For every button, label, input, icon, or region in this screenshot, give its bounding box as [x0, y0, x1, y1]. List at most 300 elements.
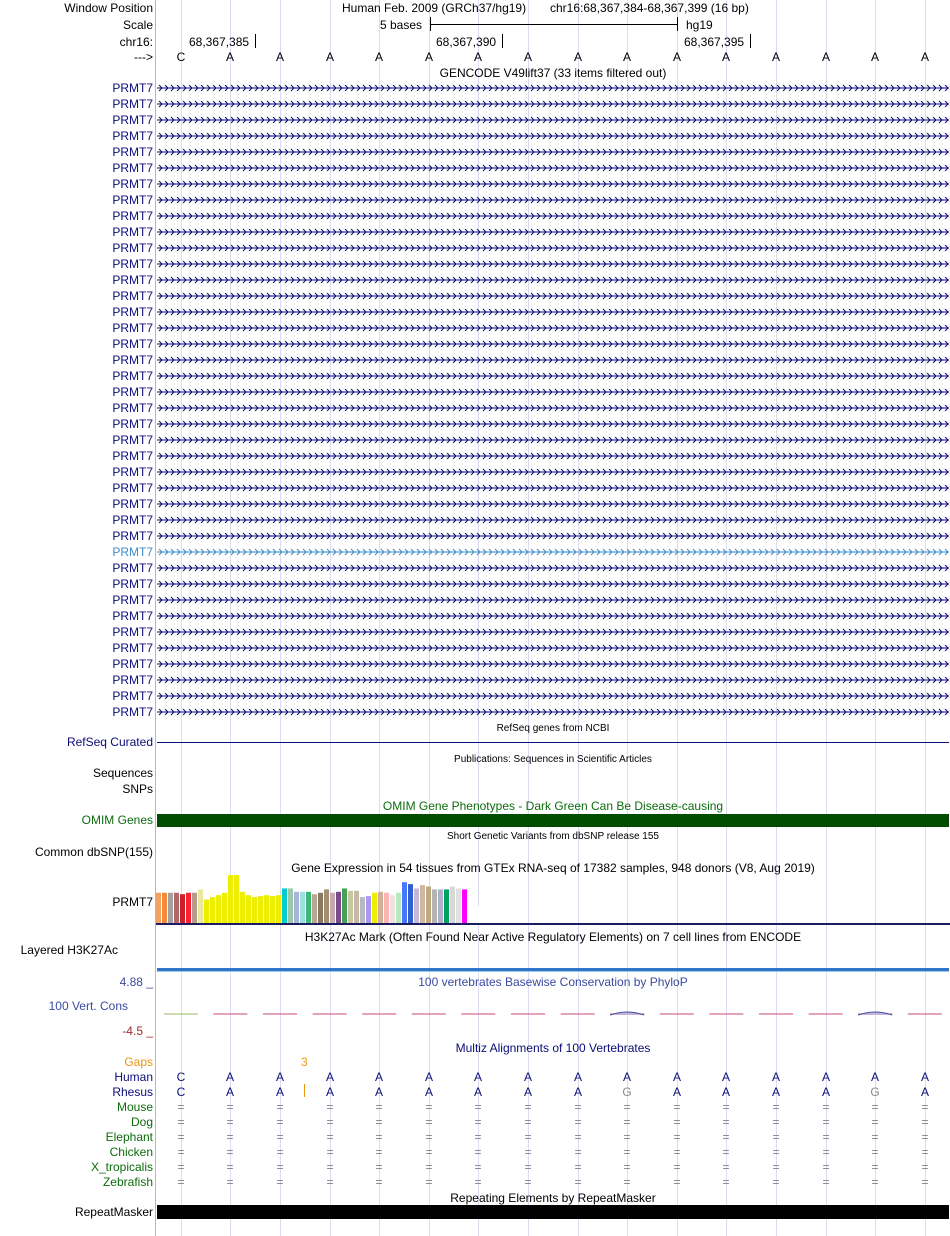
gtex-track-title: Gene Expression in 54 tissues from GTEx RNA-seq of 17382 samples, 948 donors (V8, Aug 2019): [291, 861, 815, 875]
gtex-tissue-bar[interactable]: [264, 895, 269, 923]
gencode-transcript-label[interactable]: PRMT7: [112, 593, 153, 607]
multiz-aligned-base: =: [772, 1100, 780, 1114]
dbsnp-track-label[interactable]: Common dbSNP(155): [34, 845, 153, 859]
multiz-aligned-base: =: [921, 1160, 929, 1174]
gencode-transcript-label[interactable]: PRMT7: [112, 97, 153, 111]
multiz-aligned-base: =: [623, 1100, 631, 1114]
refseq-gene-line[interactable]: [157, 742, 949, 743]
publications-track-title: Publications: Sequences in Scientific Articles: [454, 754, 652, 765]
reference-base: A: [622, 50, 631, 64]
multiz-aligned-base: =: [177, 1145, 185, 1159]
multiz-aligned-base: =: [921, 1100, 929, 1114]
gencode-transcript[interactable]: [157, 210, 949, 222]
multiz-aligned-base: =: [722, 1100, 730, 1114]
gencode-transcript-label[interactable]: PRMT7: [112, 561, 153, 575]
multiz-aligned-base: =: [375, 1175, 383, 1189]
multiz-aligned-base: =: [772, 1115, 780, 1129]
multiz-aligned-base: =: [425, 1100, 433, 1114]
gencode-transcript[interactable]: [157, 242, 949, 254]
gencode-transcript[interactable]: [157, 82, 949, 94]
gtex-tissue-bar[interactable]: [462, 889, 467, 923]
gtex-track-label[interactable]: PRMT7: [112, 895, 153, 909]
scale-bar-right-tick: [677, 17, 678, 31]
gencode-transcript-label[interactable]: PRMT7: [112, 465, 153, 479]
multiz-aligned-base: A: [771, 1085, 780, 1099]
multiz-gap-marker: [304, 1084, 305, 1097]
assembly-title: Human Feb. 2009 (GRCh37/hg19): [342, 1, 527, 15]
gencode-transcript-label[interactable]: PRMT7: [112, 289, 153, 303]
gencode-transcript[interactable]: [157, 258, 949, 270]
gencode-transcript-label[interactable]: PRMT7: [112, 705, 153, 719]
multiz-aligned-base: A: [721, 1070, 730, 1084]
publications-sequences-label[interactable]: Sequences: [92, 766, 153, 780]
gtex-tissue-bar[interactable]: [240, 892, 245, 923]
multiz-aligned-base: =: [276, 1115, 284, 1129]
multiz-aligned-base: A: [473, 1085, 482, 1099]
multiz-aligned-base: A: [920, 1085, 929, 1099]
gencode-transcript-label[interactable]: PRMT7: [112, 641, 153, 655]
multiz-aligned-base: =: [524, 1130, 532, 1144]
multiz-aligned-base: A: [622, 1070, 631, 1084]
refseq-track-label[interactable]: RefSeq Curated: [66, 735, 153, 749]
multiz-aligned-base: =: [772, 1175, 780, 1189]
gencode-transcript-label[interactable]: PRMT7: [112, 321, 153, 335]
phylop-peak-mark: [858, 1012, 892, 1015]
h3k27ac-track-title: H3K27Ac Mark (Often Found Near Active Regulatory Elements) on 7 cell lines from ENCODE: [304, 930, 802, 944]
gtex-tissue-bar[interactable]: [276, 895, 281, 923]
multiz-aligned-base: =: [623, 1130, 631, 1144]
multiz-aligned-base: =: [226, 1160, 234, 1174]
gtex-tissue-bar[interactable]: [306, 892, 311, 923]
multiz-aligned-base: =: [822, 1145, 830, 1159]
gencode-transcript[interactable]: [157, 562, 949, 574]
gtex-tissue-bar[interactable]: [396, 893, 401, 923]
multiz-species-label[interactable]: Elephant: [105, 1130, 153, 1144]
multiz-aligned-base: =: [326, 1100, 334, 1114]
gencode-transcript-label[interactable]: PRMT7: [112, 161, 153, 175]
gencode-transcript[interactable]: [157, 466, 949, 478]
omim-gene-bar[interactable]: [157, 814, 949, 827]
phylop-peak-mark: [610, 1012, 644, 1015]
gencode-transcript[interactable]: [157, 626, 949, 638]
multiz-aligned-base: =: [822, 1100, 830, 1114]
gtex-tissue-bar[interactable]: [270, 896, 275, 923]
multiz-aligned-base: =: [673, 1100, 681, 1114]
multiz-species-label[interactable]: Rhesus: [112, 1085, 153, 1099]
gtex-tissue-bar[interactable]: [282, 888, 287, 923]
repeatmasker-track-title: Repeating Elements by RepeatMasker: [450, 1191, 656, 1205]
multiz-gap-count: 3: [301, 1055, 308, 1069]
multiz-aligned-base: =: [524, 1115, 532, 1129]
gtex-tissue-bar[interactable]: [216, 895, 221, 923]
multiz-aligned-base: =: [871, 1100, 879, 1114]
gencode-transcript-label[interactable]: PRMT7: [112, 129, 153, 143]
multiz-aligned-base: =: [722, 1115, 730, 1129]
multiz-aligned-base: =: [921, 1115, 929, 1129]
ruler-tick-1: [255, 34, 256, 48]
gencode-transcript[interactable]: [157, 338, 949, 350]
gtex-tissue-bar[interactable]: [246, 895, 251, 923]
multiz-aligned-base: A: [424, 1085, 433, 1099]
gtex-tissue-bar[interactable]: [348, 891, 353, 923]
gencode-transcript-label[interactable]: PRMT7: [112, 577, 153, 591]
gencode-transcript[interactable]: [157, 514, 949, 526]
gencode-transcript-label[interactable]: PRMT7: [112, 193, 153, 207]
multiz-species-label[interactable]: Dog: [130, 1115, 153, 1129]
repeatmasker-element-bar[interactable]: [157, 1205, 949, 1219]
multiz-aligned-base: =: [921, 1175, 929, 1189]
multiz-species-label[interactable]: Chicken: [109, 1145, 153, 1159]
repeatmasker-track-label[interactable]: RepeatMasker: [74, 1205, 153, 1219]
multiz-aligned-base: A: [424, 1070, 433, 1084]
gencode-transcript-label[interactable]: PRMT7: [112, 273, 153, 287]
gtex-tissue-bar[interactable]: [426, 887, 431, 923]
multiz-aligned-base: =: [276, 1130, 284, 1144]
reference-base: A: [225, 50, 234, 64]
ruler-tick-2: [502, 34, 503, 48]
gencode-transcript-label[interactable]: PRMT7: [112, 513, 153, 527]
multiz-aligned-base: =: [722, 1130, 730, 1144]
gtex-tissue-bar[interactable]: [222, 893, 227, 923]
gencode-transcript[interactable]: [157, 178, 949, 190]
multiz-aligned-base: =: [574, 1175, 582, 1189]
gencode-transcript-label[interactable]: PRMT7: [112, 209, 153, 223]
multiz-aligned-base: =: [425, 1175, 433, 1189]
phylop-conservation-plot[interactable]: [156, 1000, 950, 1030]
multiz-species-label[interactable]: X_tropicalis: [90, 1160, 153, 1174]
multiz-aligned-base: =: [722, 1160, 730, 1174]
multiz-track-title: Multiz Alignments of 100 Vertebrates: [455, 1041, 651, 1055]
gencode-transcript[interactable]: [157, 610, 949, 622]
gtex-tissue-bar[interactable]: [174, 893, 179, 923]
gtex-tissue-bar[interactable]: [234, 875, 239, 923]
multiz-aligned-base: =: [574, 1160, 582, 1174]
multiz-aligned-base: =: [326, 1160, 334, 1174]
gencode-transcript-label[interactable]: PRMT7: [112, 113, 153, 127]
multiz-aligned-base: =: [226, 1175, 234, 1189]
gencode-transcript[interactable]: [157, 594, 949, 606]
multiz-aligned-base: =: [871, 1175, 879, 1189]
gencode-transcript-label[interactable]: PRMT7: [112, 145, 153, 159]
gencode-transcript-label[interactable]: PRMT7: [112, 673, 153, 687]
scale-bar-left-tick: [430, 17, 431, 31]
gencode-transcript-label[interactable]: PRMT7: [112, 385, 153, 399]
reference-base: A: [374, 50, 383, 64]
gtex-tissue-bar[interactable]: [444, 889, 449, 923]
reference-base: A: [870, 50, 879, 64]
gencode-transcript[interactable]: [157, 290, 949, 302]
multiz-aligned-base: A: [225, 1085, 234, 1099]
gtex-tissue-bar[interactable]: [210, 897, 215, 923]
gencode-transcript[interactable]: [157, 690, 949, 702]
gtex-tissue-bar[interactable]: [456, 888, 461, 923]
multiz-aligned-base: =: [425, 1160, 433, 1174]
multiz-aligned-base: =: [623, 1145, 631, 1159]
multiz-aligned-base: C: [176, 1085, 186, 1099]
gencode-transcript-label[interactable]: PRMT7: [112, 241, 153, 255]
multiz-aligned-base: =: [276, 1100, 284, 1114]
gencode-transcript[interactable]: [157, 386, 949, 398]
gencode-transcript[interactable]: [157, 274, 949, 286]
gtex-tissue-bar[interactable]: [372, 893, 377, 923]
gencode-transcript[interactable]: [157, 146, 949, 158]
multiz-aligned-base: =: [474, 1175, 482, 1189]
gencode-transcript[interactable]: [157, 354, 949, 366]
gencode-transcript[interactable]: [157, 306, 949, 318]
multiz-aligned-base: =: [921, 1145, 929, 1159]
gencode-transcript[interactable]: [157, 530, 949, 542]
multiz-aligned-base: A: [374, 1070, 383, 1084]
multiz-aligned-base: =: [822, 1175, 830, 1189]
multiz-aligned-base: =: [177, 1175, 185, 1189]
multiz-aligned-base: A: [870, 1070, 879, 1084]
reference-base: A: [721, 50, 730, 64]
multiz-aligned-base: =: [921, 1130, 929, 1144]
multiz-aligned-base: =: [673, 1145, 681, 1159]
gtex-tissue-bar[interactable]: [360, 897, 365, 923]
gtex-tissue-bar[interactable]: [168, 893, 173, 923]
gencode-transcript-label[interactable]: PRMT7: [112, 657, 153, 671]
multiz-aligned-base: =: [474, 1160, 482, 1174]
gtex-tissue-bar[interactable]: [354, 891, 359, 923]
multiz-aligned-base: =: [524, 1160, 532, 1174]
multiz-aligned-base: A: [325, 1085, 334, 1099]
gencode-transcript-label[interactable]: PRMT7: [112, 337, 153, 351]
multiz-aligned-base: A: [573, 1085, 582, 1099]
gtex-tissue-bar[interactable]: [378, 892, 383, 923]
db-label: hg19: [686, 18, 713, 32]
gencode-transcript[interactable]: [157, 114, 949, 126]
multiz-aligned-base: =: [623, 1115, 631, 1129]
phylop-ymin-label: -4.5 _: [122, 1024, 153, 1038]
gencode-transcript[interactable]: [157, 130, 949, 142]
publications-snps-label[interactable]: SNPs: [122, 782, 153, 796]
multiz-aligned-base: =: [474, 1115, 482, 1129]
multiz-aligned-base: G: [870, 1085, 880, 1099]
gencode-transcript-label[interactable]: PRMT7: [112, 609, 153, 623]
gtex-tissue-bar[interactable]: [180, 894, 185, 923]
multiz-aligned-base: =: [375, 1100, 383, 1114]
gtex-tissue-bar[interactable]: [252, 897, 257, 923]
gtex-tissue-bar[interactable]: [162, 893, 167, 923]
multiz-aligned-base: =: [822, 1160, 830, 1174]
multiz-aligned-base: A: [275, 1085, 284, 1099]
multiz-aligned-base: =: [474, 1100, 482, 1114]
multiz-aligned-base: =: [226, 1115, 234, 1129]
multiz-aligned-base: =: [177, 1115, 185, 1129]
gencode-transcript-label[interactable]: PRMT7: [112, 545, 153, 559]
gencode-transcript[interactable]: [157, 706, 949, 718]
gencode-transcript[interactable]: [157, 658, 949, 670]
multiz-aligned-base: =: [375, 1115, 383, 1129]
multiz-aligned-base: =: [276, 1160, 284, 1174]
gencode-transcript[interactable]: [157, 546, 949, 558]
gtex-tissue-bar[interactable]: [390, 895, 395, 923]
gtex-tissue-bar[interactable]: [288, 888, 293, 923]
gencode-transcript-label[interactable]: PRMT7: [112, 497, 153, 511]
scale-label: Scale: [122, 18, 153, 32]
multiz-species-label[interactable]: Human: [114, 1070, 153, 1084]
gtex-tissue-bar[interactable]: [300, 892, 305, 923]
reference-base: A: [424, 50, 433, 64]
gtex-tissue-bar[interactable]: [192, 893, 197, 923]
gencode-track-title: GENCODE V49lift37 (33 items filtered out): [439, 66, 667, 80]
multiz-aligned-base: =: [375, 1160, 383, 1174]
dbsnp-track-title: Short Genetic Variants from dbSNP release 155: [447, 831, 659, 842]
phylop-track-label[interactable]: 100 Vert. Cons: [48, 999, 128, 1013]
gtex-tissue-bar[interactable]: [318, 893, 323, 923]
multiz-aligned-base: =: [871, 1130, 879, 1144]
gencode-transcript[interactable]: [157, 226, 949, 238]
gencode-transcript[interactable]: [157, 418, 949, 430]
gtex-tissue-bar[interactable]: [384, 893, 389, 923]
multiz-aligned-base: =: [574, 1145, 582, 1159]
gencode-transcript-label[interactable]: PRMT7: [112, 225, 153, 239]
multiz-aligned-base: =: [574, 1100, 582, 1114]
gtex-tissue-bar[interactable]: [204, 899, 209, 923]
gencode-transcript[interactable]: [157, 450, 949, 462]
multiz-species-label[interactable]: Zebrafish: [102, 1175, 153, 1189]
gtex-tissue-bar[interactable]: [336, 892, 341, 923]
multiz-aligned-base: =: [822, 1130, 830, 1144]
gtex-tissue-bar[interactable]: [228, 875, 233, 923]
multiz-aligned-base: =: [574, 1115, 582, 1129]
gencode-transcript-label[interactable]: PRMT7: [112, 369, 153, 383]
multiz-aligned-base: =: [425, 1145, 433, 1159]
gencode-transcript[interactable]: [157, 370, 949, 382]
multiz-aligned-base: =: [226, 1145, 234, 1159]
multiz-aligned-base: =: [326, 1115, 334, 1129]
gtex-tissue-bar[interactable]: [468, 906, 473, 923]
gencode-transcript[interactable]: [157, 162, 949, 174]
gencode-transcript[interactable]: [157, 498, 949, 510]
refseq-track-title: RefSeq genes from NCBI: [496, 723, 610, 734]
gencode-transcript-label[interactable]: PRMT7: [112, 177, 153, 191]
multiz-aligned-base: A: [721, 1085, 730, 1099]
h3k27ac-track-label[interactable]: Layered H3K27Ac: [20, 943, 118, 957]
multiz-aligned-base: =: [226, 1130, 234, 1144]
gtex-tissue-bar[interactable]: [294, 892, 299, 923]
gtex-tissue-bar[interactable]: [186, 893, 191, 923]
gencode-transcript-label[interactable]: PRMT7: [112, 401, 153, 415]
gencode-transcript-label[interactable]: PRMT7: [112, 305, 153, 319]
multiz-aligned-base: =: [425, 1115, 433, 1129]
multiz-aligned-base: =: [673, 1130, 681, 1144]
gtex-tissue-bar[interactable]: [324, 889, 329, 923]
multiz-aligned-base: A: [374, 1085, 383, 1099]
gtex-tissue-bar[interactable]: [420, 885, 425, 923]
ruler-tick-label-1: 68,367,385: [189, 35, 250, 49]
gencode-transcript-label[interactable]: PRMT7: [112, 481, 153, 495]
gtex-tissue-bar[interactable]: [198, 889, 203, 923]
gtex-tissue-bar[interactable]: [366, 896, 371, 923]
gencode-transcript-label[interactable]: PRMT7: [112, 433, 153, 447]
gtex-tissue-bar[interactable]: [342, 888, 347, 923]
gencode-transcript[interactable]: [157, 322, 949, 334]
multiz-aligned-base: A: [821, 1085, 830, 1099]
gtex-tissue-bar[interactable]: [258, 896, 263, 923]
gtex-tissue-bar[interactable]: [330, 893, 335, 923]
phylop-track-title: 100 vertebrates Basewise Conservation by PhyloP: [418, 975, 688, 989]
multiz-aligned-base: =: [375, 1145, 383, 1159]
gtex-tissue-bar[interactable]: [408, 884, 413, 923]
gencode-transcript-label[interactable]: PRMT7: [112, 353, 153, 367]
gencode-transcript[interactable]: [157, 402, 949, 414]
multiz-aligned-base: A: [473, 1070, 482, 1084]
gtex-tissue-bar[interactable]: [156, 893, 161, 923]
chrom-label: chr16:: [119, 35, 153, 49]
reference-base: A: [275, 50, 284, 64]
multiz-aligned-base: =: [524, 1100, 532, 1114]
multiz-aligned-base: A: [225, 1070, 234, 1084]
gencode-transcript[interactable]: [157, 482, 949, 494]
gtex-expression-chart[interactable]: [156, 875, 950, 927]
gtex-tissue-bar[interactable]: [438, 889, 443, 923]
gtex-tissue-bar[interactable]: [312, 894, 317, 923]
gencode-transcript-label[interactable]: PRMT7: [112, 449, 153, 463]
multiz-aligned-base: =: [226, 1100, 234, 1114]
omim-track-label[interactable]: OMIM Genes: [81, 813, 153, 827]
multiz-aligned-base: A: [275, 1070, 284, 1084]
multiz-aligned-base: A: [523, 1085, 532, 1099]
ruler-tick-label-3: 68,367,395: [684, 35, 745, 49]
scale-text: 5 bases: [380, 18, 423, 32]
multiz-aligned-base: =: [871, 1145, 879, 1159]
multiz-aligned-base: =: [326, 1145, 334, 1159]
multiz-aligned-base: =: [722, 1175, 730, 1189]
reference-base: A: [523, 50, 532, 64]
gtex-tissue-bar[interactable]: [414, 888, 419, 923]
gencode-transcript[interactable]: [157, 578, 949, 590]
multiz-gaps-label: Gaps: [124, 1055, 153, 1069]
multiz-aligned-base: =: [772, 1130, 780, 1144]
gencode-transcript-label[interactable]: PRMT7: [112, 529, 153, 543]
multiz-aligned-base: =: [871, 1115, 879, 1129]
multiz-aligned-base: =: [276, 1175, 284, 1189]
gencode-transcript[interactable]: [157, 194, 949, 206]
gtex-tissue-bar[interactable]: [432, 889, 437, 923]
multiz-aligned-base: A: [821, 1070, 830, 1084]
window-position-label: Window Position: [64, 1, 153, 15]
gtex-tissue-bar[interactable]: [402, 882, 407, 923]
gtex-tissue-bar[interactable]: [450, 887, 455, 923]
gencode-transcript-label[interactable]: PRMT7: [112, 257, 153, 271]
multiz-aligned-base: A: [672, 1085, 681, 1099]
multiz-aligned-base: A: [325, 1070, 334, 1084]
multiz-aligned-base: =: [822, 1115, 830, 1129]
multiz-species-label[interactable]: Mouse: [116, 1100, 153, 1114]
gencode-transcript-label[interactable]: PRMT7: [112, 417, 153, 431]
reference-base: A: [672, 50, 681, 64]
gencode-transcript-label[interactable]: PRMT7: [112, 625, 153, 639]
reference-base: A: [920, 50, 929, 64]
gencode-transcript-label[interactable]: PRMT7: [112, 81, 153, 95]
position-readout: chr16:68,367,384-68,367,399 (16 bp): [550, 1, 749, 15]
gencode-transcript[interactable]: [157, 434, 949, 446]
gencode-transcript[interactable]: [157, 98, 949, 110]
multiz-aligned-base: =: [871, 1160, 879, 1174]
reference-base: A: [573, 50, 582, 64]
multiz-aligned-base: =: [524, 1175, 532, 1189]
gencode-transcript-label[interactable]: PRMT7: [112, 689, 153, 703]
scale-bar: [430, 24, 678, 25]
gencode-transcript[interactable]: [157, 642, 949, 654]
gencode-transcript[interactable]: [157, 674, 949, 686]
multiz-aligned-base: =: [425, 1130, 433, 1144]
h3k27ac-signal-shadow: [157, 971, 949, 972]
multiz-aligned-base: =: [474, 1130, 482, 1144]
gtex-tissue-bar[interactable]: [474, 906, 479, 923]
